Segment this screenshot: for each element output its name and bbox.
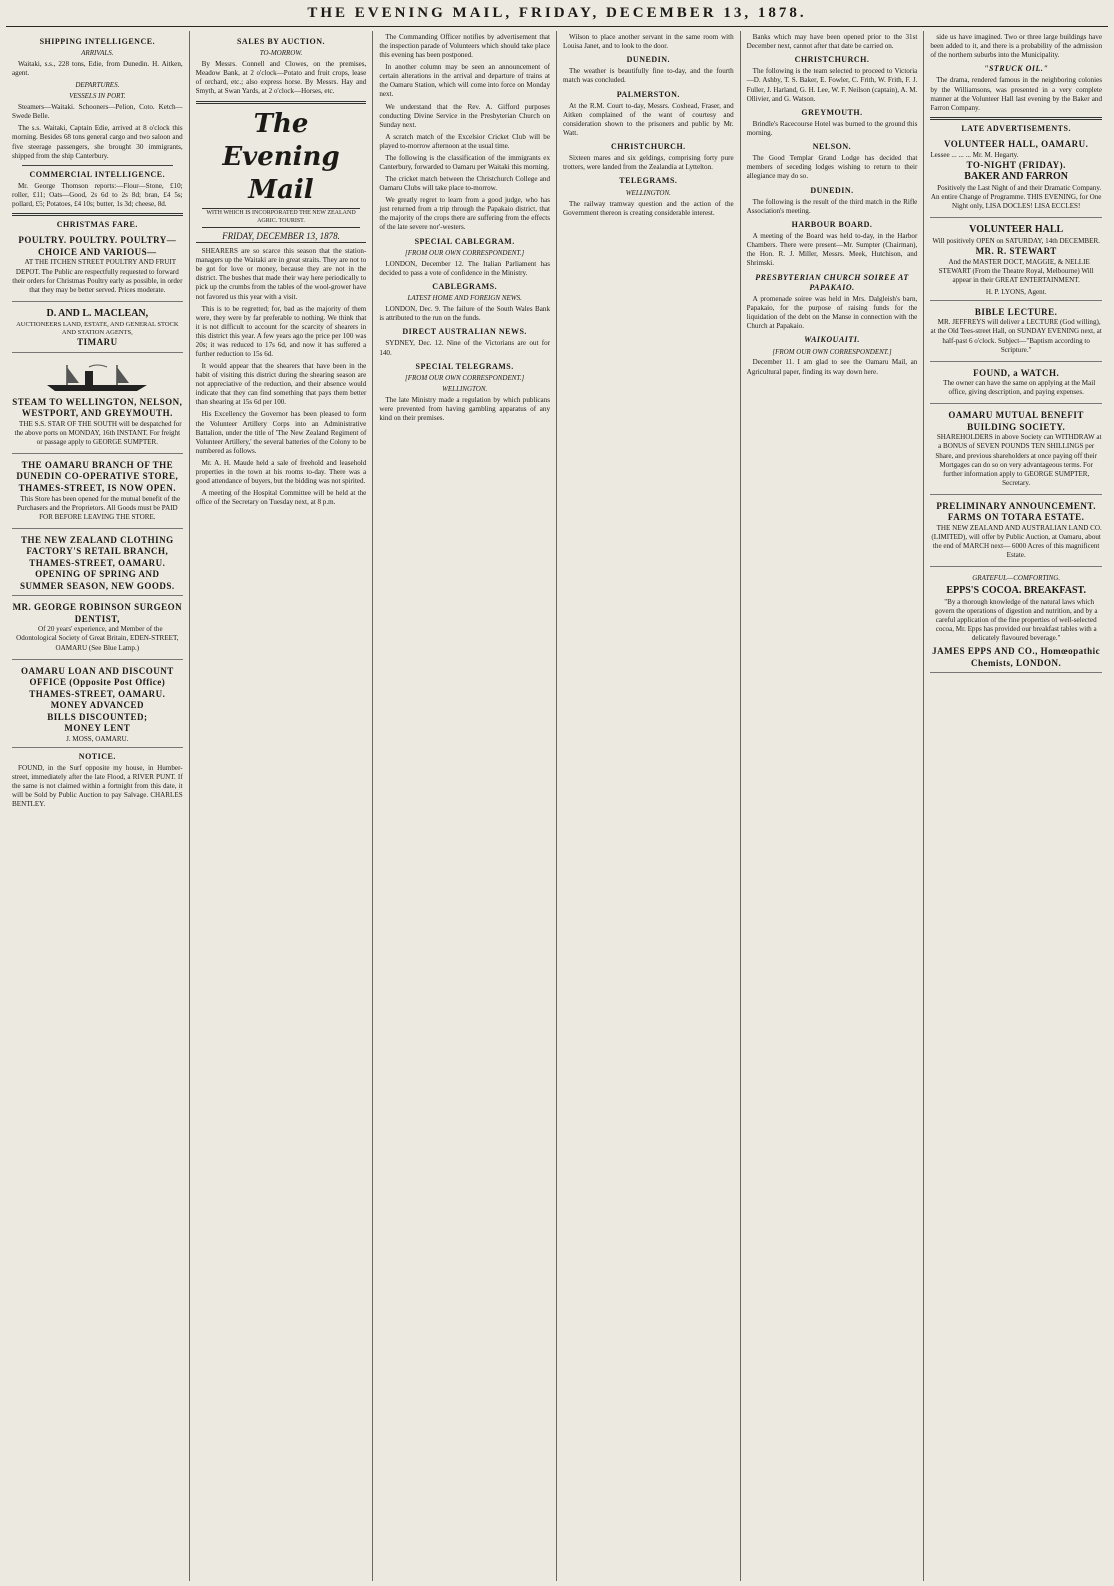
found-watch-title: FOUND, a WATCH. bbox=[973, 367, 1060, 378]
divider bbox=[196, 101, 367, 104]
steamship-icon bbox=[37, 363, 157, 393]
column-4 bbox=[557, 31, 741, 1581]
column-1 bbox=[6, 31, 190, 1581]
telegrams-place: WELLINGTON. bbox=[625, 188, 671, 197]
steamer-text: THE S.S. STAR OF THE SOUTH will be despatched for the above ports on MONDAY, 16th INSTANT. For freight or passage apply to GEORGE SUMPTER. bbox=[14, 419, 182, 446]
dateline: FRIDAY, DECEMBER 13, 1878. bbox=[196, 231, 367, 244]
totara-ad bbox=[930, 498, 1102, 567]
farms-title: FARMS ON TOTARA ESTATE. bbox=[947, 512, 1085, 523]
bible-lecture-ad bbox=[930, 304, 1102, 362]
running-head: THE EVENING MAIL, FRIDAY, DECEMBER 13, 1878. bbox=[6, 0, 1108, 27]
steamer-ad bbox=[12, 356, 183, 454]
preliminary-title: PRELIMINARY ANNOUNCEMENT. bbox=[936, 500, 1096, 511]
building-society-ad bbox=[930, 407, 1102, 495]
column-6 bbox=[924, 31, 1108, 1581]
palmerston-text: At the R.M. Court to-day, Messrs. Coxhead, Fraser, and Aitken complained of the want of courtesy and consideration shown to the prisoners and public by Mr. Watt. bbox=[563, 101, 734, 138]
harbour-board-heading: HARBOUR BOARD. bbox=[791, 219, 873, 229]
soiree-heading: PRESBYTERIAN CHURCH SOIREE AT PAPAKAIO. bbox=[755, 272, 909, 292]
bible-lecture-text: MR. JEFFREYS will deliver a LECTURE (God willing), at the Old Tees-street Hall, on SUNDAY EVENING next, at half-past 6 o'clock. Subject—"Baptism according to Scripture." bbox=[930, 318, 1102, 354]
leader-paragraph: SHEARERS are so scarce this season that the station-managers up the Waitaki are in great straits. They are not to be got for love or money, because they are not in the district. The bushes that made their way here periodically to pick up the crumbs from the tables of the wool-grower have not favored us this year with a visit. bbox=[195, 247, 367, 301]
telegrams-text: The railway tramway question and the action of the Government thereon is creating considerable interest. bbox=[563, 199, 734, 217]
stewart-text: And the MASTER DOCT, MAGGIE, & NELLIE STEWART (From the Theatre Royal, Melbourne) Will appear in their GREAT ENTERTAINMENT. bbox=[938, 257, 1094, 284]
news-paragraph: The Commanding Officer notifies by advertisement that the inspection parade of Volunteers which should take place this evening has been postponed. bbox=[379, 33, 550, 60]
dentist-text: Of 20 years' experience, and Member of the Odontological Society of Great Britain, EDEN-STREET, OAMARU (See Blue Lamp.) bbox=[16, 625, 179, 652]
clothing-ad bbox=[12, 532, 183, 597]
coop-title: THE OAMARU BRANCH OF THE DUNEDIN CO-OPERATIVE STORE, THAMES-STREET, IS NOW OPEN. bbox=[16, 459, 179, 493]
volunteer-hall-ad bbox=[930, 136, 1102, 218]
poultry-body: AT THE ITCHEN STREET POULTRY AND FRUIT DEPOT. The Public are respectfully requested to forward their orders for Christmas Poultry early as possible, in order that they may be better served. Prices moderate. bbox=[12, 258, 183, 294]
special-cable-heading: SPECIAL CABLEGRAM. bbox=[414, 236, 515, 246]
nelson-text: The Good Templar Grand Lodge has decided that members of seceding lodges wishing to return to their allegiance may do so. bbox=[746, 154, 918, 181]
farms-text: THE NEW ZEALAND AND AUSTRALIAN LAND CO. (LIMITED), will offer by Public Auction, at Oamaru, about the end of MARCH next— 6000 Acres of this magnificent Estate. bbox=[931, 523, 1102, 560]
leader-paragraph: It would appear that the shearers that have been in the habit of visiting this district during the shearing season are not appreciative of the reduction, and their absence would indicate that they can find something that pays them better than shearing at 15s 6d per 100. bbox=[195, 362, 367, 407]
news-paragraph: We greatly regret to learn from a good judge, who has just returned from a trip through the Papakaio district, that the majority of the crops there are suffering from the effects of the late severe nor'-westers. bbox=[379, 196, 550, 232]
struck-oil-text: The drama, rendered famous in the neighboring colonies by the Williamsons, was presented in a very complete manner at the Volunteer Hall last evening by the Baker and Farron Company. bbox=[930, 76, 1102, 112]
ship-note: The s.s. Waitaki, Captain Edie, arrived at 8 o'clock this morning. Besides 68 tons general cargo and two saloon and five steerage passengers, she brought 30 immigrants, shipped from the ship Canterbury. bbox=[12, 124, 183, 160]
moss-signature: J. MOSS, OAMARU. bbox=[66, 734, 129, 743]
late-ads-heading: LATE ADVERTISEMENTS. bbox=[961, 123, 1071, 133]
greymouth-text: Brindle's Racecourse Hotel was burned to the ground this morning. bbox=[746, 119, 918, 138]
harbour-board-text: A meeting of the Board was held to-day, in the Harbor Chambers. There were present—Mr. Sumpter (Chairman), the Hon. R. J. Miller, Messrs. Meek, Hutchison, and Shrimski. bbox=[746, 232, 918, 268]
money-lent: MONEY LENT bbox=[64, 723, 131, 734]
commercial-heading: COMMERCIAL INTELLIGENCE. bbox=[29, 169, 166, 179]
special-cable-from: [FROM OUR OWN CORRESPONDENT.] bbox=[405, 248, 525, 257]
special-telegrams-text: The late Ministry made a regulation by which publicans were prevented from having gambling apparatus of any kind on their premises. bbox=[379, 395, 550, 422]
notice-heading: NOTICE. bbox=[78, 751, 116, 761]
epps-text: "By a thorough knowledge of the natural laws which govern the operations of digestion and nutrition, and by a careful application of the fine properties of well-selected cocoa, Mr. Epps has provided our breakfast tables with a delicately flavoured beverage." bbox=[934, 597, 1098, 643]
divider bbox=[12, 213, 183, 216]
maclean-ad bbox=[12, 305, 183, 353]
poultry-title: POULTRY. POULTRY. POULTRY— CHOICE AND VARIOUS— bbox=[18, 235, 177, 257]
baker-farron-title: BAKER AND FARRON bbox=[964, 171, 1069, 183]
lessee-line: Lessee ... ... ... Mr. M. Hegarty. bbox=[930, 150, 1019, 159]
column-3 bbox=[373, 31, 557, 1581]
arrivals-heading: ARRIVALS. bbox=[81, 49, 114, 58]
dunedin-heading: DUNEDIN. bbox=[626, 55, 670, 65]
loan-ad bbox=[12, 663, 183, 748]
found-watch-text: The owner can have the same on applying at the Mail office, giving description, and paying expenses. bbox=[943, 379, 1096, 397]
auction-heading: SALES BY AUCTION. bbox=[236, 37, 325, 46]
dunedin-heading: DUNEDIN. bbox=[810, 185, 854, 195]
special-telegrams-place: WELLINGTON. bbox=[442, 384, 488, 393]
steamer-title: STEAM TO WELLINGTON, NELSON, WESTPORT, AND GREYMOUTH. bbox=[12, 396, 183, 419]
poultry-ad bbox=[12, 232, 183, 301]
news-paragraph: Wilson to place another servant in the same room with Louisa Janet, and to look to the door. bbox=[563, 33, 734, 51]
palmerston-heading: PALMERSTON. bbox=[616, 89, 680, 99]
christchurch-text: The following is the team selected to proceed to Victoria—D. Ashby, T. S. Baker, E. Fowler, C. Frith, W. Frith, F. J. Fuller, J. Harland, G. H. Lee, W. F. Neilson (captain), A. M. Ollivier, and G. Watson. bbox=[746, 67, 918, 103]
maclean-place: TIMARU bbox=[77, 337, 118, 348]
spring-title: OPENING OF SPRING AND SUMMER SEASON, NEW GOODS. bbox=[20, 569, 175, 591]
special-telegrams-from: [FROM OUR OWN CORRESPONDENT.] bbox=[405, 373, 525, 382]
epps-cocoa-ad bbox=[930, 570, 1102, 673]
nelson-heading: NELSON. bbox=[812, 142, 852, 152]
leader-paragraph: A meeting of the Hospital Committee will be held at the office of the Secretary on Tuesday next, at 8 p.m. bbox=[195, 489, 367, 507]
telegrams-heading: TELEGRAMS. bbox=[619, 176, 678, 186]
news-paragraph: The following is the classification of the immigrants ex Canterbury, forwarded to Oamaru per Waitaki this morning. bbox=[379, 153, 550, 172]
bills-discounted: BILLS DISCOUNTED; bbox=[47, 711, 148, 722]
building-society-text: SHAREHOLDERS in above Society can WITHDRAW at a BONUS of SEVEN POUNDS TEN SHILLINGS per Share, and previous shareholders at once paying off their Mortgages can do so on very advantageous terms. For further information apply to GEORGE SUMPTER, Secretary. bbox=[935, 433, 1102, 487]
auction-text: By Messrs. Connell and Clowes, on the premises, Meadow Bank, at 2 o'clock—Potato and fruit crops, lease of orchard, etc.; also express horse. By Messrs. Hay and Smyth, at Swan Yards, at 2 o'clock—Horses, etc. bbox=[195, 60, 367, 96]
waikouaiti-heading: WAIKOUAITI. bbox=[804, 335, 860, 345]
clothing-title: THE NEW ZEALAND CLOTHING FACTORY'S RETAIL BRANCH, THAMES-STREET, OAMARU. bbox=[21, 534, 174, 568]
dunedin-text: The following is the result of the third match in the Rifle Association's meeting. bbox=[746, 197, 918, 215]
special-cable-text: LONDON, December 12. The Italian Parliament has decided to pass a vote of confidence in the Ministry. bbox=[379, 259, 550, 277]
maclean-title: D. AND L. MACLEAN, bbox=[46, 307, 149, 319]
epps-title: EPPS'S COCOA. BREAKFAST. bbox=[946, 585, 1086, 597]
column-2 bbox=[190, 31, 374, 1581]
auction-sub: TO-MORROW. bbox=[259, 49, 303, 58]
news-paragraph: Banks which may have been opened prior to the 31st December next, cannot after that date be carried on. bbox=[746, 33, 918, 51]
divider bbox=[930, 117, 1102, 120]
coop-text: This Store has been opened for the mutual benefit of the Purchasers and the Proprietors. All Goods must be PAID FOR BEFORE LEAVING THE STORE. bbox=[16, 494, 181, 521]
epps-footer: JAMES EPPS AND CO., Homœopathic Chemists, LONDON. bbox=[932, 646, 1101, 668]
columns bbox=[6, 31, 1108, 1581]
greymouth-heading: GREYMOUTH. bbox=[801, 107, 863, 117]
lyons-signature: H. P. LYONS, Agent. bbox=[985, 287, 1047, 296]
tonight-line: TO-NIGHT (FRIDAY). bbox=[966, 159, 1066, 170]
divider bbox=[22, 165, 173, 166]
news-paragraph: The cricket match between the Christchurch College and Oamaru Clubs will take place to-morrow. bbox=[379, 175, 550, 193]
notice-text: FOUND, in the Surf opposite my house, in Humber-street, immediately after the late Flood, a RIVER PUNT. If the same is not claimed within a fortnight from this date, it will be Sold by Public Auction to pay Salvage. CHARLES BENTLEY. bbox=[12, 764, 183, 809]
news-paragraph: side us have imagined. Two or three large buildings have been added to it, and there is a probability of the admission of the northern suburbs into the Municipality. bbox=[930, 33, 1102, 60]
maclean-sub: AUCTIONEERS LAND, ESTATE, AND GENERAL STOCK AND STATION AGENTS, bbox=[16, 320, 179, 336]
christchurch-text: Sixteen mares and six geldings, comprising forty pure trotters, were landed from the Zealandia at Lyttelton. bbox=[563, 154, 734, 172]
cablegrams-heading: CABLEGRAMS. bbox=[432, 281, 498, 291]
dentist-title: MR. GEORGE ROBINSON SURGEON DENTIST, bbox=[12, 602, 183, 624]
building-society-title: OAMARU MUTUAL BENEFIT BUILDING SOCIETY. bbox=[948, 410, 1084, 432]
waikouaiti-text: December 11. I am glad to see the Oamaru Mail, an Agricultural paper, finding its way down here. bbox=[746, 358, 918, 376]
vessels-text: Steamers—Waitaki. Schooners—Pelion, Coto. Ketch—Swede Belle. bbox=[12, 103, 183, 121]
christmas-heading: CHRISTMAS FARE. bbox=[56, 220, 138, 230]
cablegrams-sub: LATEST HOME AND FOREIGN NEWS. bbox=[407, 294, 522, 303]
arrivals-text: Waitaki, s.s., 228 tons, Edie, from Dunedin. H. Aitken, agent. bbox=[12, 60, 183, 78]
dunedin-text: The weather is beautifully fine to-day, and the fourth match was concluded. bbox=[563, 67, 734, 85]
cablegrams-text: LONDON, Dec. 9. The failure of the South Wales Bank is attributed to the run on the funds. bbox=[379, 305, 550, 323]
volunteer-hall-2-ad bbox=[930, 221, 1102, 301]
masthead: The Evening Mail bbox=[222, 108, 340, 206]
leader-paragraph: Mr. A. H. Maude held a sale of freehold and leasehold properties in the town at his rooms to-day. There was a good attendance of buyers, but the bidding was not spirited. bbox=[195, 458, 367, 486]
volunteer-hall-2-text: Will positively OPEN on SATURDAY, 14th DECEMBER. bbox=[932, 236, 1100, 245]
special-telegrams-heading: SPECIAL TELEGRAMS. bbox=[415, 361, 514, 371]
found-watch-ad bbox=[930, 365, 1102, 405]
baker-farron-text: Positively the Last Night of and their Dramatic Company. An entire Change of Programme. THIS EVENING, for One Night only, LISA DOCLES! LISA ECCLES! bbox=[930, 183, 1102, 211]
money-advanced: MONEY ADVANCED bbox=[50, 700, 144, 711]
soiree-text: A promenade soiree was held in Mrs. Dalgleish's barn, Papakaio, for the purpose of raising funds for the liquidation of the debt on the Manse in connection with the Church at Papakaio. bbox=[746, 294, 918, 331]
news-paragraph: A scratch match of the Excelsior Cricket Club will be played to-morrow afternoon at the usual time. bbox=[379, 132, 550, 150]
dentist-ad bbox=[12, 599, 183, 659]
volunteer-hall-2-title: VOLUNTEER HALL bbox=[969, 224, 1064, 236]
stewart-title: MR. R. STEWART bbox=[975, 246, 1057, 257]
shipping-heading: SHIPPING INTELLIGENCE. bbox=[39, 37, 156, 46]
loan-title: OAMARU LOAN AND DISCOUNT OFFICE (Opposite Post Office) THAMES-STREET, OAMARU. bbox=[20, 665, 174, 699]
leader-paragraph: This is to be regretted; for, bad as the majority of them were, they were by far preferable to nothing. We think that it is not difficult to account for the scarcity of shearers in this district this year. A few years ago the price per 100 was 20s; it was reduced to 17s 6d, and now it has suffered a further reduction to 15s 6d. bbox=[195, 304, 367, 359]
leader-paragraph: His Excellency the Governor has been pleased to form the Volunteer Artillery Corps into an Administrative Battalion, under the title of 'The New Zealand Regiment of Volunteer Artillery,' the several batteries of the Colony to be numbered as follows. bbox=[195, 410, 367, 455]
waikouaiti-from: [FROM OUR OWN CORRESPONDENT.] bbox=[772, 347, 892, 356]
christchurch-heading: CHRISTCHURCH. bbox=[610, 142, 686, 152]
masthead-sub: WITH WHICH IS INCORPORATED THE NEW ZEALAND AGRIC. TOURIST. bbox=[202, 208, 361, 227]
australian-heading: DIRECT AUSTRALIAN NEWS. bbox=[402, 327, 527, 337]
news-paragraph: In another column may be seen an announcement of certain alterations in the arrival and departure of trains at the Oamaru Station, which will come into force on Monday next. bbox=[379, 63, 550, 99]
column-5 bbox=[741, 31, 925, 1581]
struck-oil-heading: "STRUCK OIL." bbox=[984, 64, 1049, 74]
volunteer-hall-title: VOLUNTEER HALL, OAMARU. bbox=[943, 139, 1089, 150]
christchurch-heading: CHRISTCHURCH. bbox=[794, 55, 870, 65]
news-paragraph: We understand that the Rev. A. Gifford purposes conducting Divine Service in the Presbyterian Church on Sunday next. bbox=[379, 102, 550, 129]
grateful-line: GRATEFUL—COMFORTING. bbox=[972, 574, 1061, 583]
commercial-text: Mr. George Thomson reports:—Flour—Stone, £10; roller, £11; Oats—Good, 2s 6d to 2s 8d; bran, £4 5s; pollard, £5; Potatoes, £4 10s; butter, 1s 3d; cheese, 8d. bbox=[12, 181, 183, 209]
vessels-heading: VESSELS IN PORT. bbox=[69, 92, 126, 101]
bible-lecture-title: BIBLE LECTURE. bbox=[974, 306, 1058, 317]
coop-ad bbox=[12, 457, 183, 529]
departures-heading: DEPARTURES. bbox=[75, 81, 120, 90]
australian-text: SYDNEY, Dec. 12. Nine of the Victorians are out for 140. bbox=[379, 339, 550, 357]
